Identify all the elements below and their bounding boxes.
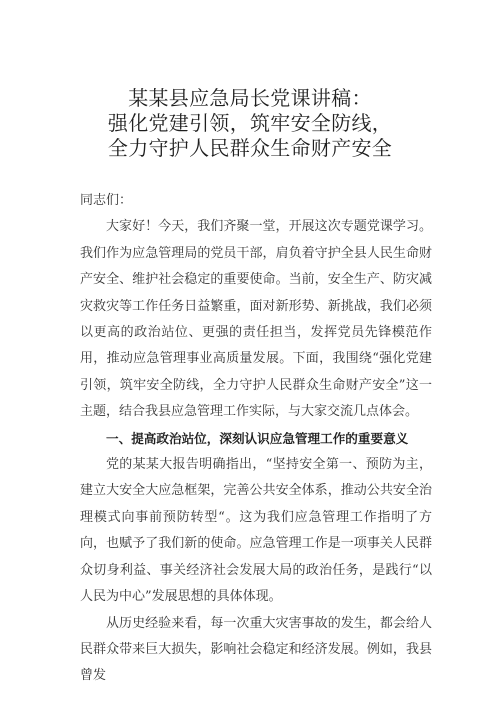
title-line-2: 强化党建引领，筑牢安全防线， xyxy=(107,111,393,135)
document-title xyxy=(0,86,500,161)
intro-paragraph: 大家好！今天，我们齐聚一堂，开展这次专题党课学习。我们作为应急管理局的党员干部，肩负着守护全县人民生命财产安全、维护社会稳定的重要使命。当前，安全生产、防灾减灾救灾等工作任务日益繁重，面对新形势、新挑战，我们必须以更高的政治站位、更强的责任担当，发挥党员先锋模范作用，推动应急管理事业高质量发展。下面，我围绕“强化党建引领，筑牢安全防线，全力守护人民群众生命财产安全”这一主题，结合我县应急管理工作实际，与大家交流几点体会。 xyxy=(80,219,432,420)
document-body xyxy=(80,188,432,690)
section-paragraph-1: 党的某某大报告明确指出，“坚持安全第一、预防为主，建立大安全大应急框架，完善公共安全体系，推动公共安全治理模式向事前预防转型“。这为我们应急管理工作指明了方向，也赋予了我们新的使命。应急管理工作是一项事关人民群众切身利益、事关经济社会发展大局的政治任务，是践行“以人民为中心”发展思想的具体体现。 xyxy=(80,457,432,605)
title-line-1: 某某县应急局长党课讲稿： xyxy=(128,86,372,110)
salutation: 同志们： xyxy=(80,193,133,208)
section-paragraph-2: 从历史经验来看，每一次重大灾害事故的发生，都会给人民群众带来巨大损失，影响社会稳定和经济发展。例如，我县曾发 xyxy=(80,615,432,684)
section-heading: 一、提高政治站位，深刻认识应急管理工作的重要意义 xyxy=(106,430,409,446)
title-line-3: 全力守护人民群众生命财产安全 xyxy=(107,136,393,160)
